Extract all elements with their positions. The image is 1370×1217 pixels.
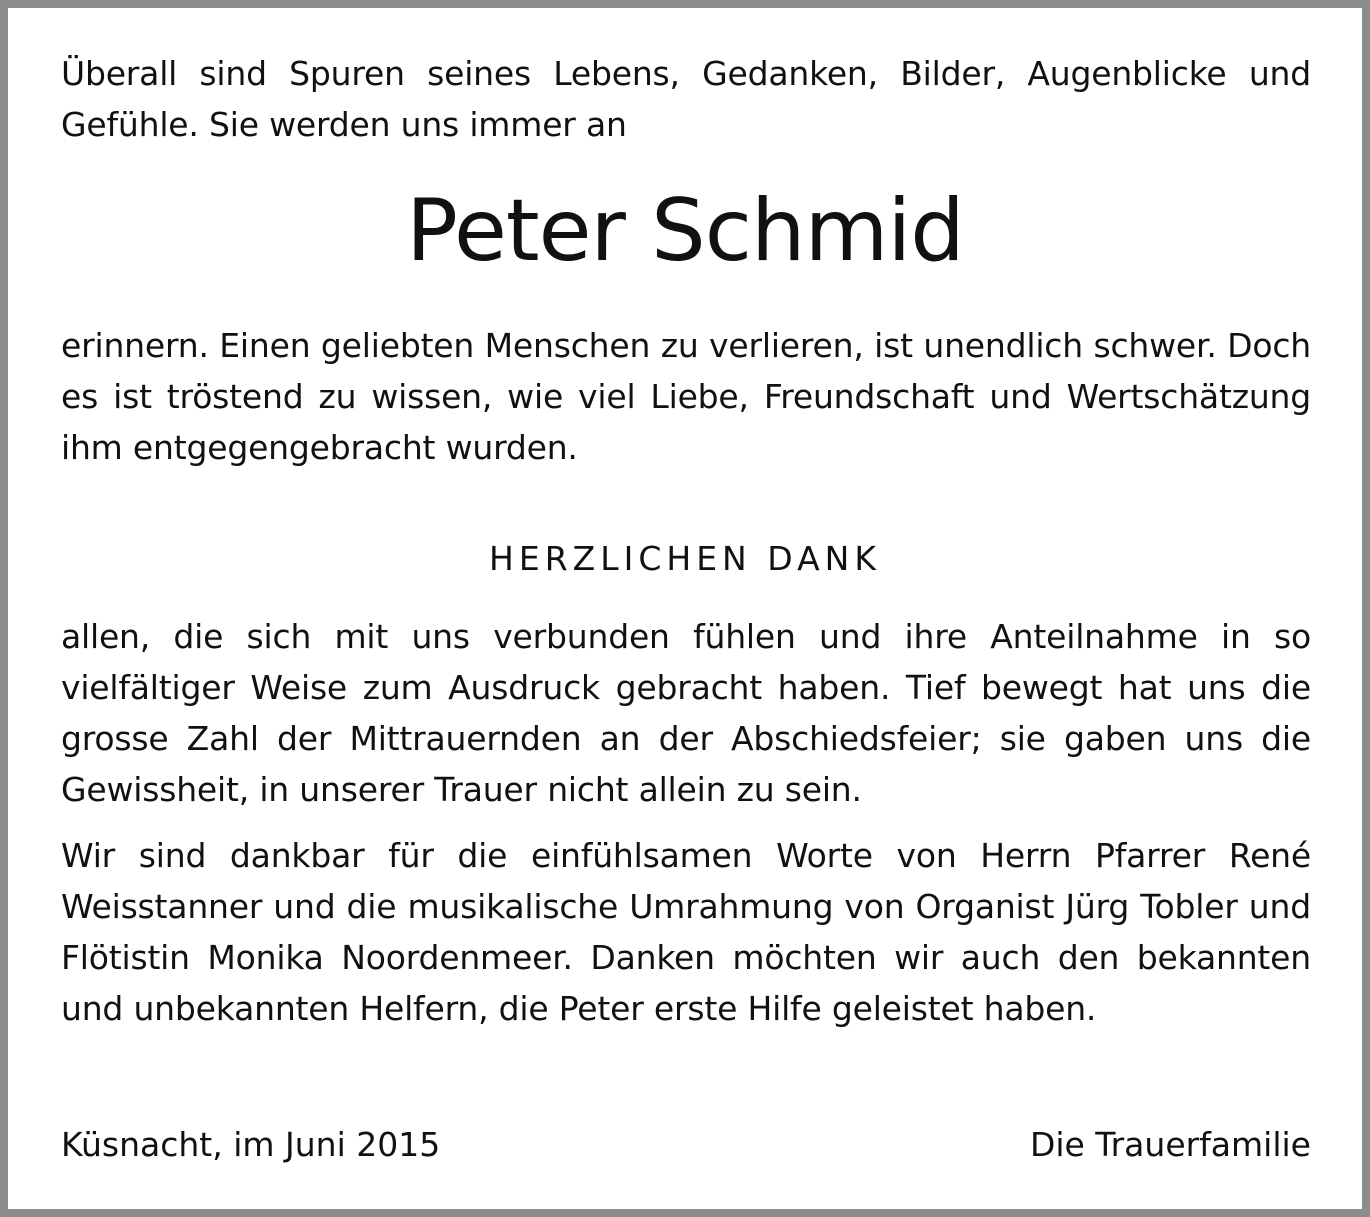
deceased-name: Peter Schmid bbox=[406, 181, 964, 281]
words-paragraph: Wir sind dankbar für die einfühlsamen Worte von Herrn Pfarrer René Weisstanner und die musikalische Umrahmung von Organist Jürg Tobler und Flötistin Monika Noordenmeer. Danken möchten wir auch den bekannten und unbekannten Helfern, die Peter erste Hilfe geleistet haben. bbox=[61, 836, 1311, 1028]
intro-paragraph: Überall sind Spuren seines Lebens, Gedanken, Bilder, Augenblicke und Gefühle. Sie werden uns immer an bbox=[61, 54, 1311, 144]
notice-footer bbox=[61, 1119, 1311, 1170]
signature: Die Trauerfamilie bbox=[1029, 1125, 1311, 1164]
thanks-heading: HERZLICHEN DANK bbox=[489, 539, 881, 578]
remember-paragraph: erinnern. Einen geliebten Menschen zu verlieren, ist unendlich schwer. Doch es ist tröstend zu wissen, wie viel Liebe, Freundschaft und Wertschätzung ihm entgegengebracht wurden. bbox=[61, 326, 1311, 467]
thanks-paragraph: allen, die sich mit uns verbunden fühlen und ihre Anteilnahme in so vielfältiger Weise zum Ausdruck gebracht haben. Tief bewegt hat uns die grosse Zahl der Mittrauernden an der Abschiedsfeier; sie gaben uns die Gewissheit, in unserer Trauer nicht allein zu sein. bbox=[61, 617, 1311, 809]
place-date: Küsnacht, im Juni 2015 bbox=[61, 1125, 441, 1164]
